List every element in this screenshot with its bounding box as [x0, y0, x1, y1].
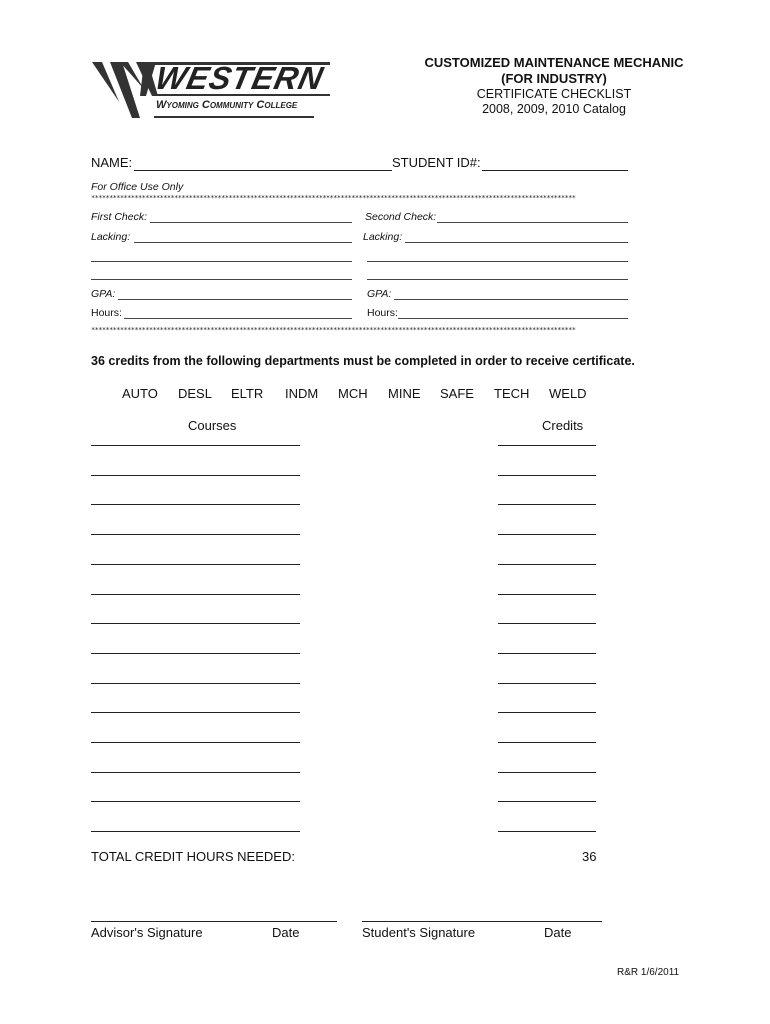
credit-line[interactable] — [498, 772, 596, 773]
advisor-signature-line[interactable] — [91, 921, 337, 922]
student-id-field[interactable] — [482, 170, 628, 171]
credit-line[interactable] — [498, 653, 596, 654]
hours-right-field[interactable] — [398, 318, 628, 319]
first-check-label: First Check: — [91, 211, 148, 223]
lacking-left-line-2[interactable] — [91, 261, 352, 262]
credit-line[interactable] — [498, 623, 596, 624]
dept-mch: MCH — [338, 386, 368, 401]
hours-left-field[interactable] — [124, 318, 352, 319]
course-line[interactable] — [91, 772, 300, 773]
first-check-field[interactable] — [150, 222, 352, 223]
credit-line[interactable] — [498, 564, 596, 565]
dept-eltr: ELTR — [231, 386, 264, 401]
course-line[interactable] — [91, 475, 300, 476]
credit-line[interactable] — [498, 683, 596, 684]
course-line[interactable] — [91, 534, 300, 535]
dept-indm: INDM — [285, 386, 319, 401]
gpa-right-field[interactable] — [394, 299, 628, 300]
student-signature-label: Student's Signature — [362, 925, 476, 940]
revision-footer: R&R 1/6/2011 — [617, 967, 680, 978]
dept-tech: TECH — [494, 386, 530, 401]
lacking-right-field[interactable] — [405, 242, 628, 243]
credit-line[interactable] — [498, 445, 596, 446]
total-label: TOTAL CREDIT HOURS NEEDED: — [91, 849, 295, 864]
dept-desl: DESL — [178, 386, 212, 401]
credit-line[interactable] — [498, 504, 596, 505]
lacking-right-line-3[interactable] — [367, 279, 628, 280]
course-line[interactable] — [91, 623, 300, 624]
office-use-heading: For Office Use Only — [91, 181, 184, 193]
name-field[interactable] — [134, 170, 392, 171]
course-line[interactable] — [91, 683, 300, 684]
checklist-subtitle: CERTIFICATE CHECKLIST — [476, 87, 632, 101]
stars-divider-top: ************************************************************************************************************************************** — [91, 194, 576, 202]
course-line[interactable] — [91, 564, 300, 565]
gpa-left-label: GPA: — [91, 288, 116, 300]
college-logo — [92, 56, 332, 124]
second-check-label: Second Check: — [365, 211, 437, 223]
course-line[interactable] — [91, 801, 300, 802]
lacking-left-field[interactable] — [134, 242, 352, 243]
course-line[interactable] — [91, 831, 300, 832]
dept-weld: WELD — [549, 386, 587, 401]
courses-header: Courses — [188, 418, 237, 433]
course-line[interactable] — [91, 653, 300, 654]
credit-line[interactable] — [498, 534, 596, 535]
credits-header: Credits — [542, 418, 584, 433]
hours-right-label: Hours: — [367, 307, 398, 319]
lacking-right-label: Lacking: — [363, 231, 403, 243]
credit-line[interactable] — [498, 831, 596, 832]
student-date-label: Date — [544, 925, 572, 940]
course-line[interactable] — [91, 504, 300, 505]
logo-subtitle: Wyoming Community College — [156, 99, 298, 111]
lacking-left-line-3[interactable] — [91, 279, 352, 280]
course-line[interactable] — [91, 742, 300, 743]
logo-wordmark: WESTERN — [152, 60, 327, 96]
advisor-date-label: Date — [272, 925, 300, 940]
credit-line[interactable] — [498, 801, 596, 802]
requirement-text: 36 credits from the following departments must be completed in order to receive certificate. — [91, 354, 635, 368]
title-line-1: CUSTOMIZED MAINTENANCE MECHANIC — [424, 55, 684, 70]
gpa-left-field[interactable] — [118, 299, 352, 300]
hours-left-label: Hours: — [91, 307, 122, 319]
credit-line[interactable] — [498, 475, 596, 476]
course-line[interactable] — [91, 445, 300, 446]
credit-line[interactable] — [498, 594, 596, 595]
gpa-right-label: GPA: — [367, 288, 392, 300]
lacking-left-label: Lacking: — [91, 231, 131, 243]
credit-line[interactable] — [498, 742, 596, 743]
course-line[interactable] — [91, 594, 300, 595]
title-line-2: (FOR INDUSTRY) — [501, 71, 607, 86]
catalog-years: 2008, 2009, 2010 Catalog — [482, 102, 626, 116]
course-line[interactable] — [91, 712, 300, 713]
name-label: NAME: — [91, 155, 133, 170]
total-value: 36 — [582, 849, 597, 864]
dept-mine: MINE — [388, 386, 421, 401]
student-id-label: STUDENT ID#: — [392, 155, 481, 170]
stars-divider-bottom: ************************************************************************************************************************************** — [91, 326, 576, 334]
advisor-signature-label: Advisor's Signature — [91, 925, 203, 940]
student-signature-line[interactable] — [362, 921, 602, 922]
credit-line[interactable] — [498, 712, 596, 713]
second-check-field[interactable] — [437, 222, 628, 223]
dept-safe: SAFE — [440, 386, 474, 401]
lacking-right-line-2[interactable] — [367, 261, 628, 262]
dept-auto: AUTO — [122, 386, 158, 401]
